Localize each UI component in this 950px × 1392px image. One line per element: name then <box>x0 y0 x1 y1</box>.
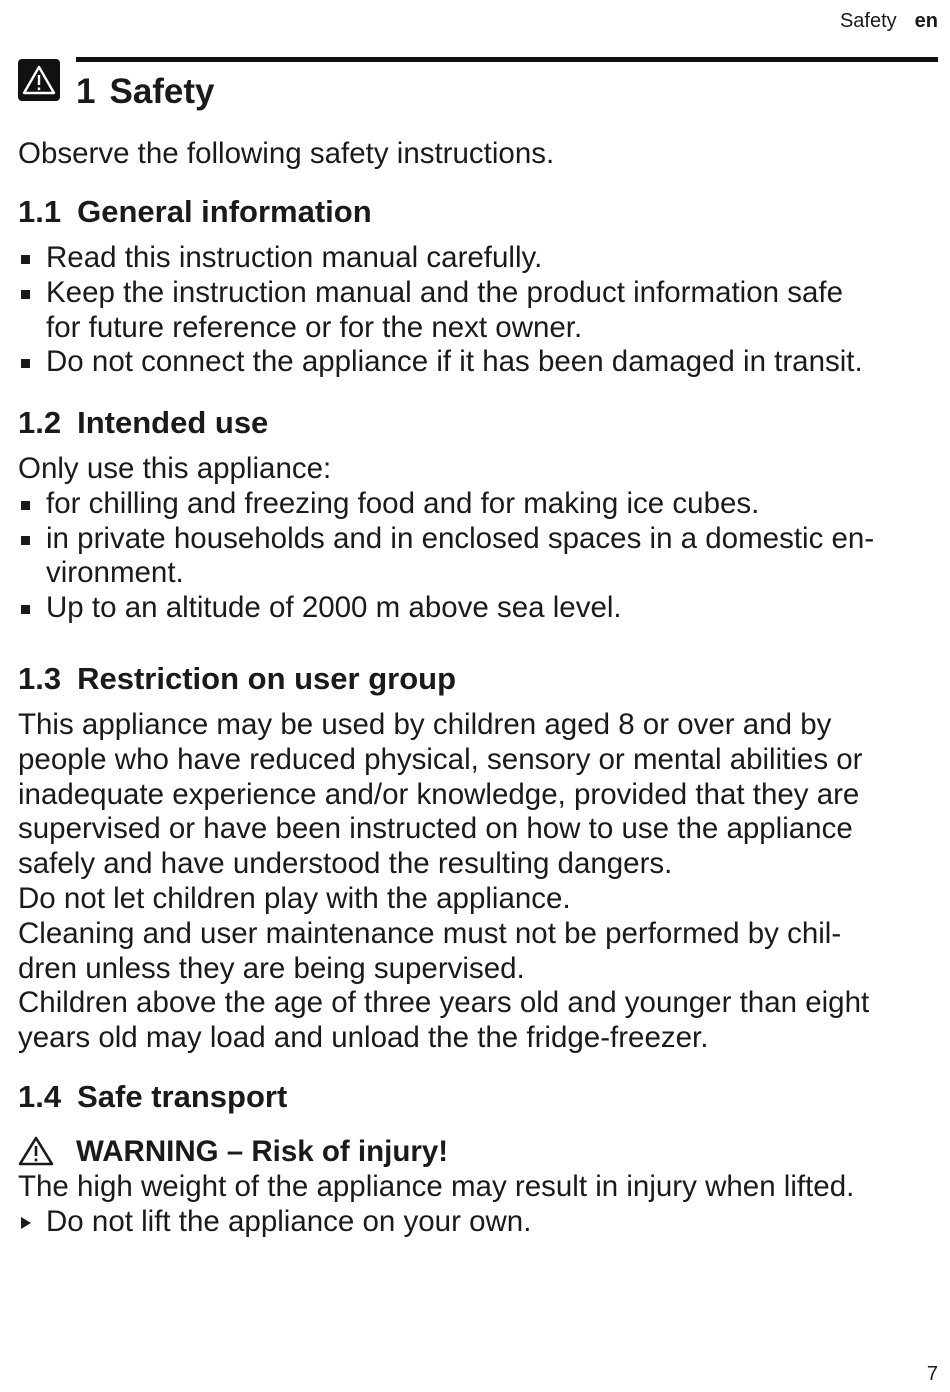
warning-title: WARNING – Risk of injury! <box>76 1135 449 1168</box>
warning-triangle-icon <box>18 1136 54 1175</box>
section-restriction-on-user-group <box>18 659 933 1056</box>
square-bullet-icon <box>21 255 30 264</box>
list-item-text-continued: for future reference or for the next owner. <box>46 310 583 344</box>
warning-heading <box>18 1134 933 1170</box>
bullet-list <box>18 241 933 380</box>
header-rule <box>76 57 938 62</box>
section-heading <box>18 192 933 232</box>
intro-block <box>18 137 933 172</box>
section-number: 1.3 <box>18 661 62 696</box>
list-item <box>18 345 933 380</box>
body-line: dren unless they are being supervised. <box>18 951 525 985</box>
section-heading <box>18 1077 933 1117</box>
list-item <box>18 276 933 346</box>
section-intended-use <box>18 403 933 626</box>
chapter-title: Safety <box>109 72 215 111</box>
section-safe-transport <box>18 1077 933 1240</box>
section-title: General information <box>77 194 372 229</box>
list-item <box>18 522 933 592</box>
section-number: 1.1 <box>18 194 62 229</box>
body-line: Do not let children play with the appliance. <box>18 881 571 915</box>
body-line: safely and have understood the resulting dangers. <box>18 847 673 881</box>
section-title: Intended use <box>77 405 269 440</box>
section-heading <box>18 659 933 699</box>
section-title: Restriction on user group <box>77 661 457 696</box>
intro-text: Observe the following safety instructions. <box>18 137 555 170</box>
section-number: 1.2 <box>18 405 62 440</box>
square-bullet-icon <box>21 605 30 614</box>
list-item <box>18 241 933 276</box>
header-section: Safety <box>839 10 897 32</box>
chapter-number: 1 <box>76 72 96 111</box>
square-bullet-icon <box>21 501 30 510</box>
warning-triangle-icon <box>18 59 60 101</box>
list-item-text-continued: vironment. <box>46 556 184 590</box>
square-bullet-icon <box>21 290 30 299</box>
section-title: Safe transport <box>77 1079 288 1114</box>
section-heading <box>18 403 933 443</box>
body-line: supervised or have been instructed on how to use the appliance <box>18 812 853 846</box>
running-header <box>840 8 938 34</box>
body-line: Cleaning and user maintenance must not be performed by chil- <box>18 916 842 950</box>
section-body <box>18 708 933 1056</box>
list-item-text: for chilling and freezing food and for making ice cubes. <box>46 486 760 520</box>
body-line: Children above the age of three years old and younger than eight <box>18 986 870 1020</box>
body-line: inadequate experience and/or knowledge, provided that they are <box>18 777 860 811</box>
body-line: people who have reduced physical, sensory or mental abilities or <box>18 742 863 776</box>
list-item-text: Read this instruction manual carefully. <box>46 241 543 274</box>
section-general-information <box>18 192 933 380</box>
list-item <box>18 487 933 522</box>
section-number: 1.4 <box>18 1079 62 1114</box>
chapter-heading <box>76 70 215 114</box>
list-item-text: in private households and in enclosed spaces in a domestic en- <box>46 521 875 555</box>
action-item <box>18 1205 933 1240</box>
square-bullet-icon <box>21 536 30 545</box>
body-line: This appliance may be used by children aged 8 or over and by <box>18 708 832 741</box>
warning-text: The high weight of the appliance may result in injury when lifted. <box>18 1170 855 1203</box>
list-item-text: Keep the instruction manual and the product information safe <box>46 275 843 309</box>
section-lead: Only use this appliance: <box>18 452 332 485</box>
list-item <box>18 591 933 626</box>
body-line: years old may load and unload the the fridge-freezer. <box>18 1021 709 1055</box>
square-bullet-icon <box>21 359 30 368</box>
list-item-text: Up to an altitude of 2000 m above sea level. <box>46 591 622 625</box>
header-language: en <box>914 10 938 32</box>
arrow-bullet-icon <box>21 1217 31 1229</box>
page-number: 7 <box>926 1363 938 1385</box>
action-text: Do not lift the appliance on your own. <box>46 1204 532 1238</box>
bullet-list <box>18 487 933 626</box>
list-item-text: Do not connect the appliance if it has been damaged in transit. <box>46 345 863 379</box>
